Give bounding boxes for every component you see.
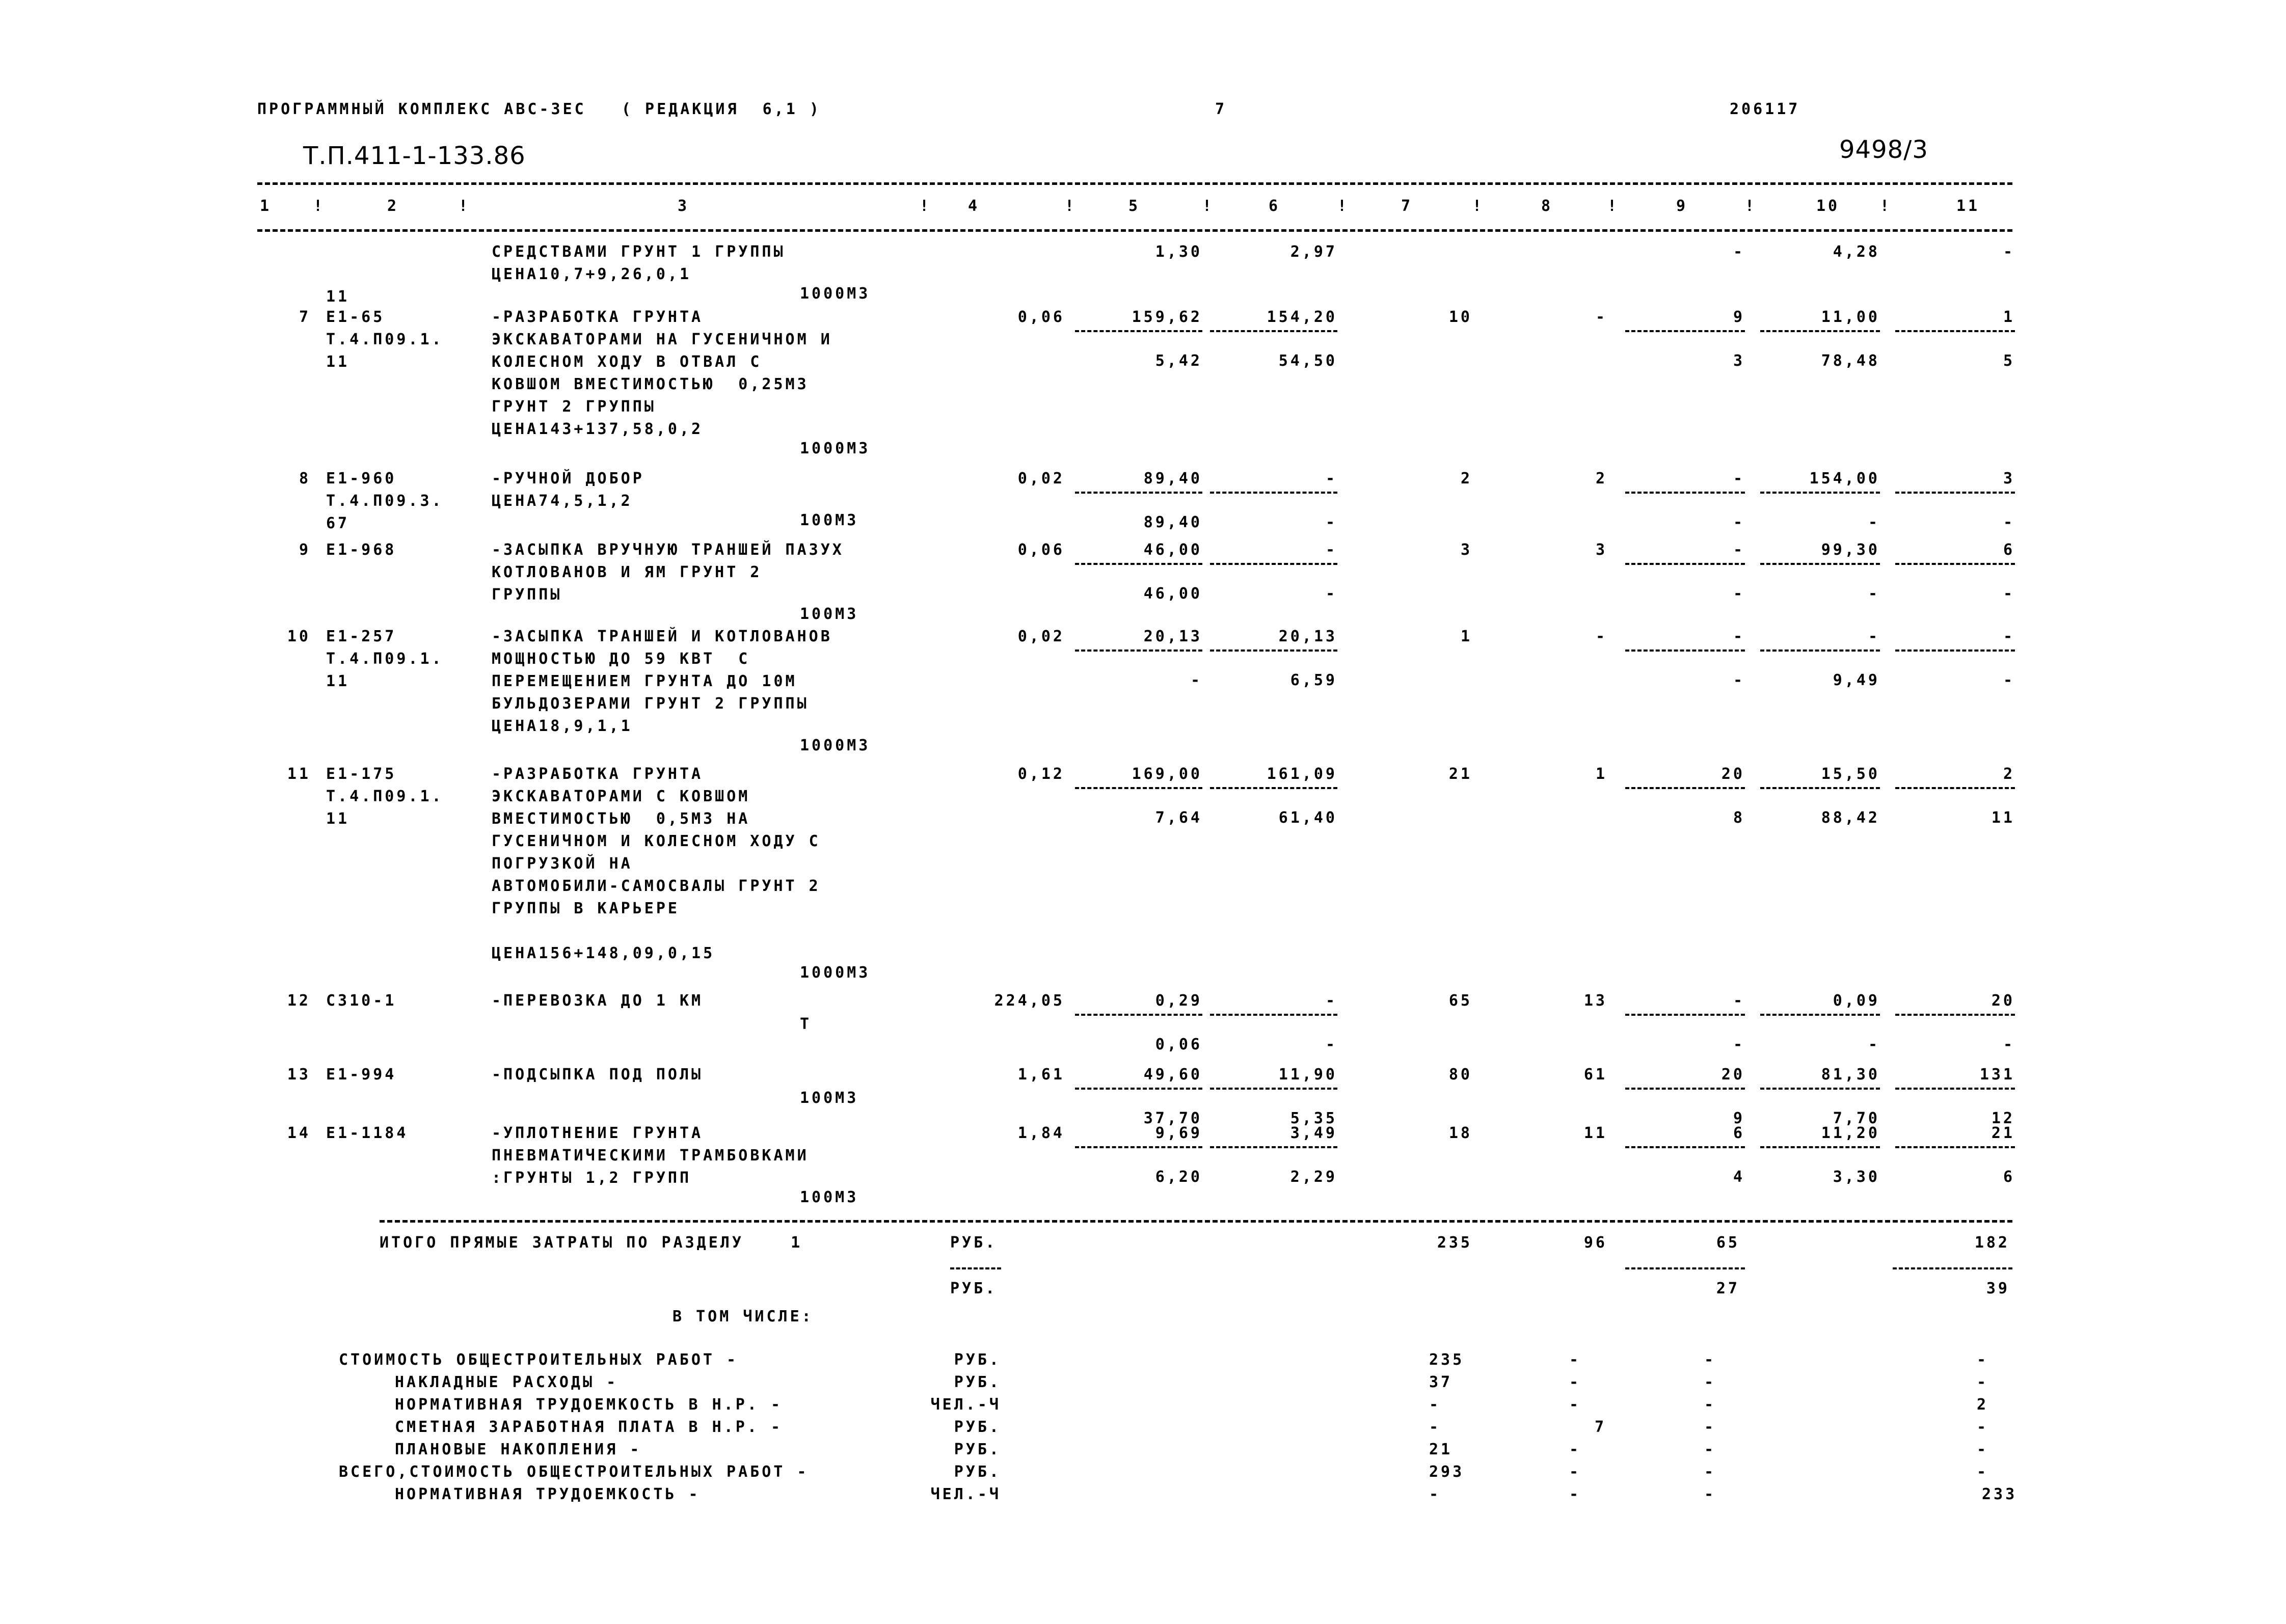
total-cost: 10 bbox=[1448, 308, 1472, 326]
summary-col11: 233 bbox=[1982, 1485, 2018, 1503]
summary-col7: - bbox=[1429, 1485, 1441, 1503]
subtotal-rule bbox=[1075, 1014, 1202, 1016]
total-cost: 1 bbox=[1460, 628, 1472, 645]
work-description: -ЗАСЫПКА ТРАНШЕЙ И КОТЛОВАНОВ bbox=[492, 628, 832, 645]
work-description: ЭКСКАВАТОРАМИ НА ГУСЕНИЧНОМ И bbox=[492, 331, 832, 348]
labor-total: 6 bbox=[2003, 541, 2015, 559]
labor-machinists-total: - bbox=[2003, 671, 2015, 689]
total-operation: - bbox=[1733, 541, 1745, 559]
unit-of-measure: 100М3 bbox=[800, 1188, 859, 1206]
total-wages: 1 bbox=[1595, 765, 1607, 783]
summary-col8: - bbox=[1569, 1441, 1581, 1458]
unit-of-measure: 1000М3 bbox=[800, 285, 871, 303]
summary-col7: 37 bbox=[1429, 1373, 1453, 1391]
subtotal-rule bbox=[1075, 1146, 1202, 1148]
unit-cost-operation: 3,49 bbox=[1290, 1124, 1337, 1142]
row-number: 11 bbox=[287, 765, 311, 783]
column-header-8: 8 bbox=[1541, 197, 1553, 215]
unit-of-measure: 100М3 bbox=[800, 511, 859, 529]
work-description: -ЗАСЫПКА ВРУЧНУЮ ТРАНШЕЙ ПАЗУХ bbox=[492, 541, 844, 559]
unit-wages-machinists: 6,59 bbox=[1290, 671, 1337, 689]
unit-wages: 89,40 bbox=[1143, 513, 1202, 531]
subtotal-rule bbox=[1760, 1014, 1880, 1016]
totals-unit-rule bbox=[950, 1267, 1001, 1269]
unit-wages: 7,64 bbox=[1155, 809, 1202, 827]
subtotal-rule bbox=[1075, 1088, 1202, 1090]
labor-total: 21 bbox=[1991, 1124, 2015, 1142]
labor-machinists-unit: 7,70 bbox=[1833, 1109, 1880, 1127]
unit-cost: 49,60 bbox=[1143, 1066, 1202, 1084]
norm-code: Е1-968 bbox=[326, 541, 397, 559]
labor-per-unit: 99,30 bbox=[1821, 541, 1880, 559]
work-description: КОЛЕСНОМ ХОДУ В ОТВАЛ С bbox=[492, 353, 762, 371]
column-header-1: 1 bbox=[260, 197, 272, 215]
subtotal-rule bbox=[1760, 1088, 1880, 1090]
norm-code: Т.4.П09.1. bbox=[326, 331, 444, 348]
unit-cost-operation: 154,20 bbox=[1267, 308, 1337, 326]
labor-machinists-total: - bbox=[2003, 513, 2015, 531]
subtotal-rule bbox=[1210, 1088, 1337, 1090]
summary-label: СМЕТНАЯ ЗАРАБОТНАЯ ПЛАТА В Н.Р. - bbox=[395, 1418, 783, 1436]
total-cost: 2 bbox=[1460, 470, 1472, 488]
summary-unit: РУБ. bbox=[954, 1418, 1001, 1436]
norm-code: Е1-175 bbox=[326, 765, 397, 783]
unit-cost-operation: 20,13 bbox=[1278, 628, 1337, 645]
total-cost: 21 bbox=[1448, 765, 1472, 783]
norm-code: Е1-65 bbox=[326, 308, 385, 326]
total-wages: 2 bbox=[1595, 470, 1607, 488]
totals-unit-2: РУБ. bbox=[950, 1280, 998, 1297]
summary-col11: - bbox=[1977, 1463, 1989, 1481]
total-wages: 3 bbox=[1595, 541, 1607, 559]
quantity: 0,06 bbox=[1017, 541, 1065, 559]
labor-total: 131 bbox=[1979, 1066, 2015, 1084]
norm-code: Е1-257 bbox=[326, 628, 397, 645]
labor-per-unit: 81,30 bbox=[1821, 1066, 1880, 1084]
labor-per-unit: - bbox=[1868, 628, 1880, 645]
summary-col8: - bbox=[1569, 1373, 1581, 1391]
subtotal-rule bbox=[1760, 1146, 1880, 1148]
total-operation: 20 bbox=[1721, 765, 1745, 783]
labor-machinists-total: - bbox=[2003, 585, 2015, 603]
subtotal-rule bbox=[1210, 787, 1337, 789]
summary-unit: ЧЕЛ.-Ч bbox=[930, 1485, 1001, 1503]
project-number: Т.П.411-1-133.86 bbox=[303, 142, 526, 170]
labor-total: 3 bbox=[2003, 470, 2015, 488]
column-separator: ! bbox=[1202, 197, 1215, 215]
work-description: СРЕДСТВАМИ ГРУНТ 1 ГРУППЫ bbox=[492, 243, 786, 261]
summary-label: СТОИМОСТЬ ОБЩЕСТРОИТЕЛЬНЫХ РАБОТ - bbox=[339, 1351, 739, 1369]
subtotal-rule bbox=[1895, 492, 2015, 494]
column-header-6: 6 bbox=[1269, 197, 1281, 215]
program-header: ПРОГРАММНЫЙ КОМПЛЕКС АВС-3ЕС ( РЕДАКЦИЯ 6,1 ) bbox=[257, 100, 821, 118]
summary-label: ВСЕГО,СТОИМОСТЬ ОБЩЕСТРОИТЕЛЬНЫХ РАБОТ - bbox=[339, 1463, 809, 1481]
totals-col9-bottom: 27 bbox=[1716, 1280, 1740, 1297]
subtotal-rule bbox=[1210, 330, 1337, 332]
work-description: ПЕРЕМЕЩЕНИЕМ ГРУНТА ДО 10М bbox=[492, 672, 797, 690]
totals-rule bbox=[380, 1220, 2012, 1223]
row-number: 14 bbox=[287, 1124, 311, 1142]
unit-cost: 20,13 bbox=[1143, 628, 1202, 645]
unit-of-measure: 100М3 bbox=[800, 605, 859, 623]
unit-cost: 169,00 bbox=[1132, 765, 1202, 783]
unit-cost-operation: - bbox=[1325, 992, 1337, 1010]
operation-wages: - bbox=[1733, 585, 1745, 603]
subtotal-rule bbox=[1075, 787, 1202, 789]
summary-col8: - bbox=[1569, 1463, 1581, 1481]
subtotal-rule bbox=[1760, 649, 1880, 652]
labor-machinists-total: 5 bbox=[2003, 352, 2015, 370]
total-operation: 20 bbox=[1721, 1066, 1745, 1084]
unit-cost: 1,30 bbox=[1155, 243, 1202, 261]
work-description: ГРУНТ 2 ГРУППЫ bbox=[492, 398, 656, 416]
unit-wages: 6,20 bbox=[1155, 1168, 1202, 1186]
totals-col9-top: 65 bbox=[1716, 1234, 1740, 1252]
work-description: ЦЕНА156+148,09,0,15 bbox=[492, 944, 715, 962]
column-separator: ! bbox=[1472, 197, 1485, 215]
summary-unit: РУБ. bbox=[954, 1463, 1001, 1481]
subtotal-rule bbox=[1895, 1088, 2015, 1090]
labor-machinists-total: 12 bbox=[1991, 1109, 2015, 1127]
column-separator: ! bbox=[1337, 197, 1350, 215]
summary-col7: 235 bbox=[1429, 1351, 1465, 1369]
row-number: 12 bbox=[287, 992, 311, 1010]
unit-wages-machinists: - bbox=[1325, 585, 1337, 603]
unit-cost-operation: - bbox=[1325, 541, 1337, 559]
column-header-11: 11 bbox=[1956, 197, 1980, 215]
unit-wages: 46,00 bbox=[1143, 585, 1202, 603]
summary-col8: 7 bbox=[1595, 1418, 1607, 1436]
work-description: ЭКСКАВАТОРАМИ С КОВШОМ bbox=[492, 788, 750, 805]
total-operation: - bbox=[1733, 243, 1745, 261]
labor-total: 20 bbox=[1991, 992, 2015, 1010]
norm-code: 67 bbox=[326, 515, 350, 532]
subtotal-rule bbox=[1895, 563, 2015, 565]
column-header-7: 7 bbox=[1401, 197, 1413, 215]
subtotal-rule bbox=[1210, 1146, 1337, 1148]
quantity: 1,61 bbox=[1017, 1066, 1065, 1084]
norm-code: 11 bbox=[326, 288, 350, 306]
labor-machinists-unit: - bbox=[1868, 585, 1880, 603]
norm-code: Е1-960 bbox=[326, 470, 397, 488]
subtotal-rule bbox=[1210, 492, 1337, 494]
unit-wages-machinists: 2,29 bbox=[1290, 1168, 1337, 1186]
work-description: ГРУППЫ В КАРЬЕРЕ bbox=[492, 900, 680, 917]
summary-col7: 21 bbox=[1429, 1441, 1453, 1458]
subtotal-rule bbox=[1625, 492, 1745, 494]
document-code: 206117 bbox=[1730, 100, 1800, 118]
totals-col11-rule bbox=[1893, 1267, 2012, 1269]
header-rule-top bbox=[257, 182, 2012, 185]
column-header-4: 4 bbox=[968, 197, 980, 215]
work-description: ПНЕВМАТИЧЕСКИМИ ТРАМБОВКАМИ bbox=[492, 1147, 809, 1165]
operation-wages: - bbox=[1733, 513, 1745, 531]
subtotal-rule bbox=[1895, 649, 2015, 652]
labor-machinists-unit: 3,30 bbox=[1833, 1168, 1880, 1186]
summary-col9: - bbox=[1704, 1396, 1716, 1414]
subtotal-rule bbox=[1075, 563, 1202, 565]
subtotal-rule bbox=[1210, 1014, 1337, 1016]
subtotal-rule bbox=[1075, 649, 1202, 652]
quantity: 0,06 bbox=[1017, 308, 1065, 326]
subtotal-rule bbox=[1625, 563, 1745, 565]
total-wages: 61 bbox=[1583, 1066, 1607, 1084]
column-header-9: 9 bbox=[1676, 197, 1688, 215]
labor-total: 1 bbox=[2003, 308, 2015, 326]
work-description: ГУСЕНИЧНОМ И КОЛЕСНОМ ХОДУ С bbox=[492, 832, 821, 850]
labor-per-unit: 154,00 bbox=[1809, 470, 1880, 488]
labor-machinists-total: - bbox=[2003, 1036, 2015, 1053]
total-wages: - bbox=[1595, 628, 1607, 645]
unit-cost: 89,40 bbox=[1143, 470, 1202, 488]
summary-col11: - bbox=[1977, 1351, 1989, 1369]
summary-col11: - bbox=[1977, 1373, 1989, 1391]
subtotal-rule bbox=[1760, 787, 1880, 789]
column-separator: ! bbox=[1065, 197, 1077, 215]
row-number: 10 bbox=[287, 628, 311, 645]
summary-col7: - bbox=[1429, 1396, 1441, 1414]
total-cost: 65 bbox=[1448, 992, 1472, 1010]
operation-wages: 9 bbox=[1733, 1109, 1745, 1127]
total-cost: 18 bbox=[1448, 1124, 1472, 1142]
summary-col8: - bbox=[1569, 1485, 1581, 1503]
summary-col11: 2 bbox=[1977, 1396, 1989, 1414]
work-description: КОТЛОВАНОВ И ЯМ ГРУНТ 2 bbox=[492, 563, 762, 581]
labor-machinists-total: 11 bbox=[1991, 809, 2015, 827]
row-number: 7 bbox=[299, 308, 311, 326]
summary-col7: - bbox=[1429, 1418, 1441, 1436]
labor-per-unit: 11,00 bbox=[1821, 308, 1880, 326]
total-operation: - bbox=[1733, 628, 1745, 645]
total-operation: 6 bbox=[1733, 1124, 1745, 1142]
subtotal-rule bbox=[1760, 330, 1880, 332]
labor-machinists-unit: - bbox=[1868, 1036, 1880, 1053]
totals-col7: 235 bbox=[1437, 1234, 1472, 1252]
quantity: 1,84 bbox=[1017, 1124, 1065, 1142]
work-description: ЦЕНА10,7+9,26,0,1 bbox=[492, 265, 692, 283]
work-description: БУЛЬДОЗЕРАМИ ГРУНТ 2 ГРУППЫ bbox=[492, 695, 809, 713]
summary-col9: - bbox=[1704, 1441, 1716, 1458]
subtotal-rule bbox=[1210, 563, 1337, 565]
labor-total: 2 bbox=[2003, 765, 2015, 783]
unit-cost-operation: - bbox=[1325, 470, 1337, 488]
subtotal-rule bbox=[1210, 649, 1337, 652]
labor-machinists-total: 6 bbox=[2003, 1168, 2015, 1186]
totals-col11-bottom: 39 bbox=[1986, 1280, 2010, 1297]
including-label: В ТОМ ЧИСЛЕ: bbox=[673, 1308, 814, 1325]
unit-cost-operation: 161,09 bbox=[1267, 765, 1337, 783]
subtotal-rule bbox=[1625, 649, 1745, 652]
labor-machinists-unit: 88,42 bbox=[1821, 809, 1880, 827]
sheet-number: 9498/3 bbox=[1839, 136, 1928, 164]
unit-of-measure: 1000М3 bbox=[800, 964, 871, 982]
total-cost: 3 bbox=[1460, 541, 1472, 559]
subtotal-rule bbox=[1760, 563, 1880, 565]
summary-unit: ЧЕЛ.-Ч bbox=[930, 1396, 1001, 1414]
subtotal-rule bbox=[1625, 1088, 1745, 1090]
totals-label: ИТОГО ПРЯМЫЕ ЗАТРАТЫ ПО РАЗДЕЛУ 1 bbox=[380, 1234, 803, 1252]
column-header-2: 2 bbox=[387, 197, 399, 215]
total-wages: 11 bbox=[1583, 1124, 1607, 1142]
summary-unit: РУБ. bbox=[954, 1351, 1001, 1369]
page-number: 7 bbox=[1215, 100, 1227, 118]
work-description: ГРУППЫ bbox=[492, 586, 562, 604]
labor-per-unit: 15,50 bbox=[1821, 765, 1880, 783]
totals-unit: РУБ. bbox=[950, 1234, 998, 1252]
summary-label: ПЛАНОВЫЕ НАКОПЛЕНИЯ - bbox=[395, 1441, 642, 1458]
unit-wages: 37,70 bbox=[1143, 1109, 1202, 1127]
norm-code: Т.4.П09.1. bbox=[326, 650, 444, 668]
summary-label: НОРМАТИВНАЯ ТРУДОЕМКОСТЬ - bbox=[395, 1485, 701, 1503]
total-wages: - bbox=[1595, 308, 1607, 326]
unit-of-measure: 1000М3 bbox=[800, 737, 871, 754]
operation-wages: - bbox=[1733, 671, 1745, 689]
labor-machinists-unit: - bbox=[1868, 513, 1880, 531]
unit-of-measure: 1000М3 bbox=[800, 440, 871, 457]
labor-per-unit: 4,28 bbox=[1833, 243, 1880, 261]
work-description: АВТОМОБИЛИ-САМОСВАЛЫ ГРУНТ 2 bbox=[492, 877, 821, 895]
subtotal-rule bbox=[1075, 330, 1202, 332]
operation-wages: 8 bbox=[1733, 809, 1745, 827]
summary-label: НАКЛАДНЫЕ РАСХОДЫ - bbox=[395, 1373, 618, 1391]
unit-wages-machinists: 54,50 bbox=[1278, 352, 1337, 370]
total-cost: 80 bbox=[1448, 1066, 1472, 1084]
labor-machinists-unit: 78,48 bbox=[1821, 352, 1880, 370]
total-operation: - bbox=[1733, 470, 1745, 488]
subtotal-rule bbox=[1895, 330, 2015, 332]
unit-wages-machinists: 5,35 bbox=[1290, 1109, 1337, 1127]
norm-code: 11 bbox=[326, 810, 350, 828]
summary-col11: - bbox=[1977, 1418, 1989, 1436]
totals-col8: 96 bbox=[1583, 1234, 1607, 1252]
work-description: ПОГРУЗКОЙ НА bbox=[492, 855, 633, 873]
work-description: :ГРУНТЫ 1,2 ГРУПП bbox=[492, 1169, 692, 1187]
labor-total: - bbox=[2003, 628, 2015, 645]
subtotal-rule bbox=[1895, 1014, 2015, 1016]
work-description: -РАЗРАБОТКА ГРУНТА bbox=[492, 308, 704, 326]
unit-wages: 0,06 bbox=[1155, 1036, 1202, 1053]
work-description: -ПЕРЕВОЗКА ДО 1 КМ bbox=[492, 992, 704, 1010]
unit-cost: 46,00 bbox=[1143, 541, 1202, 559]
column-header-10: 10 bbox=[1816, 197, 1840, 215]
norm-code: Е1-994 bbox=[326, 1066, 397, 1084]
unit-wages-machinists: - bbox=[1325, 1036, 1337, 1053]
unit-wages-machinists: - bbox=[1325, 513, 1337, 531]
work-description: ЦЕНА74,5,1,2 bbox=[492, 492, 633, 510]
column-header-5: 5 bbox=[1128, 197, 1141, 215]
totals-col11-top: 182 bbox=[1974, 1234, 2010, 1252]
work-description: -РУЧНОЙ ДОБОР bbox=[492, 470, 644, 488]
norm-code: 11 bbox=[326, 353, 350, 371]
work-description: -ПОДСЫПКА ПОД ПОЛЫ bbox=[492, 1066, 704, 1084]
total-wages: 13 bbox=[1583, 992, 1607, 1010]
work-description: -РАЗРАБОТКА ГРУНТА bbox=[492, 765, 704, 783]
subtotal-rule bbox=[1625, 1014, 1745, 1016]
column-separator: ! bbox=[920, 197, 932, 215]
summary-label: НОРМАТИВНАЯ ТРУДОЕМКОСТЬ В Н.Р. - bbox=[395, 1396, 783, 1414]
summary-col8: - bbox=[1569, 1396, 1581, 1414]
summary-unit: РУБ. bbox=[954, 1441, 1001, 1458]
column-separator: ! bbox=[313, 197, 326, 215]
unit-cost: 159,62 bbox=[1132, 308, 1202, 326]
quantity: 0,12 bbox=[1017, 765, 1065, 783]
header-rule-bottom bbox=[257, 229, 2012, 232]
row-number: 13 bbox=[287, 1066, 311, 1084]
work-description: -УПЛОТНЕНИЕ ГРУНТА bbox=[492, 1124, 704, 1142]
subtotal-rule bbox=[1760, 492, 1880, 494]
summary-col9: - bbox=[1704, 1418, 1716, 1436]
operation-wages: - bbox=[1733, 1036, 1745, 1053]
work-description: ЦЕНА143+137,58,0,2 bbox=[492, 420, 704, 438]
row-number: 9 bbox=[299, 541, 311, 559]
subtotal-rule bbox=[1625, 787, 1745, 789]
quantity: 0,02 bbox=[1017, 470, 1065, 488]
total-operation: - bbox=[1733, 992, 1745, 1010]
unit-of-measure: Т bbox=[800, 1015, 812, 1033]
column-header-3: 3 bbox=[678, 197, 690, 215]
unit-wages-machinists: 61,40 bbox=[1278, 809, 1337, 827]
norm-code: Т.4.П09.1. bbox=[326, 788, 444, 805]
summary-col9: - bbox=[1704, 1463, 1716, 1481]
labor-total: - bbox=[2003, 243, 2015, 261]
summary-col9: - bbox=[1704, 1373, 1716, 1391]
norm-code: 11 bbox=[326, 672, 350, 690]
subtotal-rule bbox=[1075, 492, 1202, 494]
unit-cost-operation: 11,90 bbox=[1278, 1066, 1337, 1084]
column-separator: ! bbox=[1880, 197, 1892, 215]
quantity: 0,02 bbox=[1017, 628, 1065, 645]
column-separator: ! bbox=[459, 197, 471, 215]
totals-col9-rule bbox=[1625, 1267, 1745, 1269]
norm-code: Е1-1184 bbox=[326, 1124, 409, 1142]
summary-unit: РУБ. bbox=[954, 1373, 1001, 1391]
subtotal-rule bbox=[1895, 1146, 2015, 1148]
norm-code: Т.4.П09.3. bbox=[326, 492, 444, 510]
unit-cost-operation: 2,97 bbox=[1290, 243, 1337, 261]
unit-cost: 9,69 bbox=[1155, 1124, 1202, 1142]
labor-per-unit: 0,09 bbox=[1833, 992, 1880, 1010]
work-description: МОЩНОСТЬЮ ДО 59 КВТ С bbox=[492, 650, 750, 668]
subtotal-rule bbox=[1895, 787, 2015, 789]
unit-of-measure: 100М3 bbox=[800, 1089, 859, 1107]
subtotal-rule bbox=[1625, 330, 1745, 332]
unit-cost: 0,29 bbox=[1155, 992, 1202, 1010]
summary-col9: - bbox=[1704, 1485, 1716, 1503]
labor-per-unit: 11,20 bbox=[1821, 1124, 1880, 1142]
column-separator: ! bbox=[1607, 197, 1620, 215]
work-description: ВМЕСТИМОСТЬЮ 0,5М3 НА bbox=[492, 810, 750, 828]
subtotal-rule bbox=[1625, 1146, 1745, 1148]
work-description: КОВШОМ ВМЕСТИМОСТЬЮ 0,25М3 bbox=[492, 375, 809, 393]
summary-col11: - bbox=[1977, 1441, 1989, 1458]
quantity: 224,05 bbox=[994, 992, 1065, 1010]
summary-col9: - bbox=[1704, 1351, 1716, 1369]
operation-wages: 3 bbox=[1733, 352, 1745, 370]
labor-machinists-unit: 9,49 bbox=[1833, 671, 1880, 689]
summary-col8: - bbox=[1569, 1351, 1581, 1369]
unit-wages: - bbox=[1190, 671, 1202, 689]
row-number: 8 bbox=[299, 470, 311, 488]
column-separator: ! bbox=[1745, 197, 1757, 215]
work-description: ЦЕНА18,9,1,1 bbox=[492, 717, 633, 735]
summary-col7: 293 bbox=[1429, 1463, 1465, 1481]
operation-wages: 4 bbox=[1733, 1168, 1745, 1186]
norm-code: С310-1 bbox=[326, 992, 397, 1010]
total-operation: 9 bbox=[1733, 308, 1745, 326]
unit-wages: 5,42 bbox=[1155, 352, 1202, 370]
